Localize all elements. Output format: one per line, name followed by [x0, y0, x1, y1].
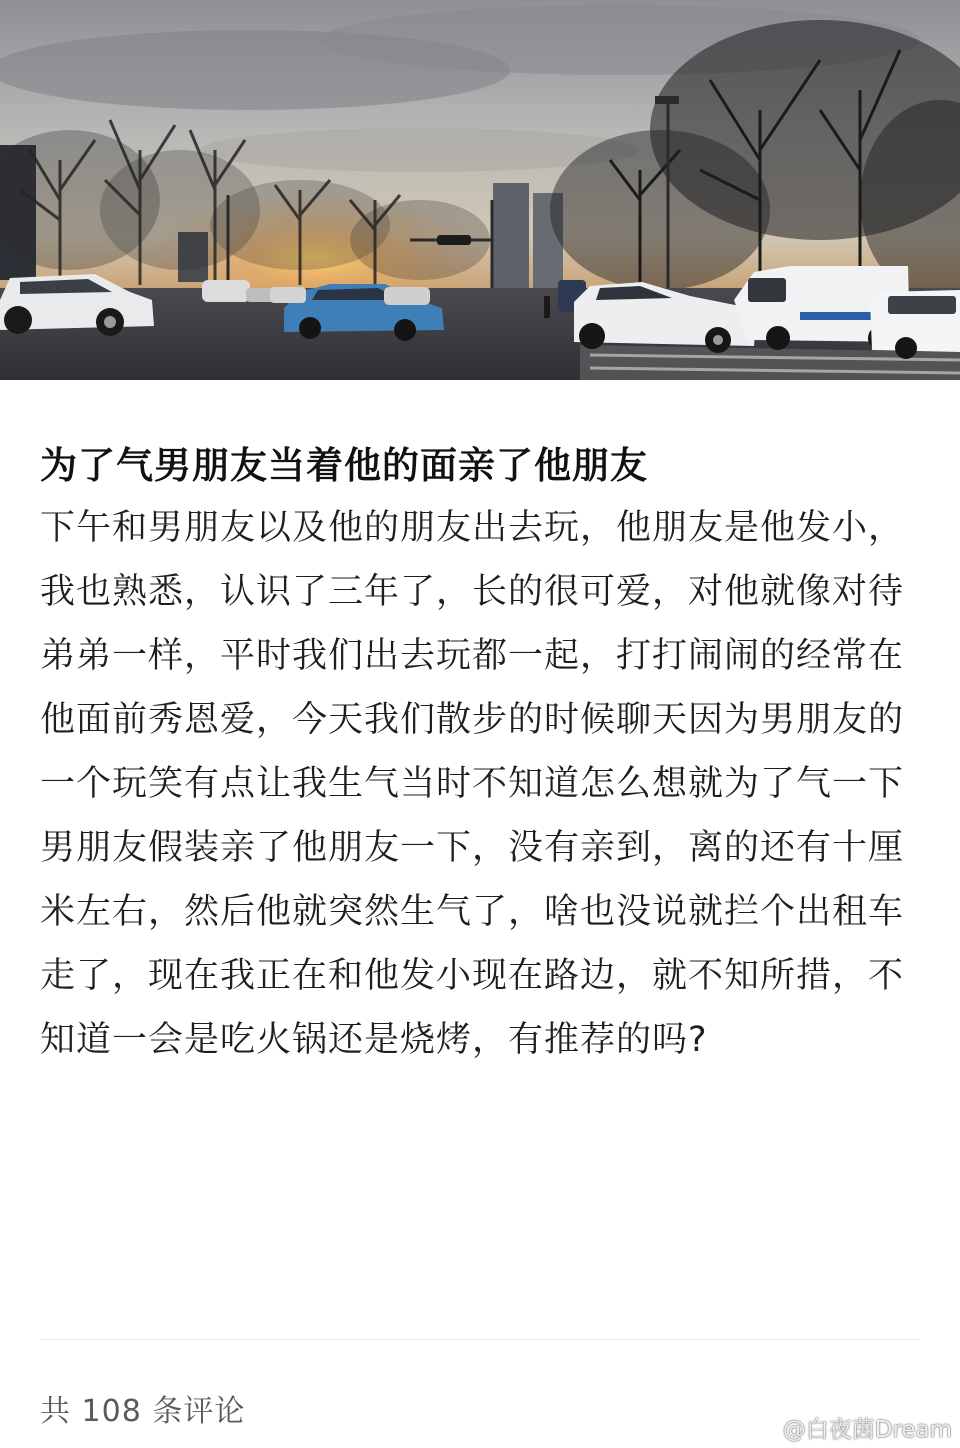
- post-body: 下午和男朋友以及他的朋友出去玩，他朋友是他发小，我也熟悉，认识了三年了，长的很可爱，对他就像对待弟弟一样，平时我们出去玩都一起，打打闹闹的经常在他面前秀恩爱，今天我们散步的时候聊天因为男朋友的一个玩笑有点让我生气当时不知道怎么想就为了气一下男朋友假装亲了他朋友一下，没有亲到，离的还有十厘米左右，然后他就突然生气了，啥也没说就拦个出租车走了，现在我正在和他发小现在路边，就不知所措，不知道一会是吃火锅还是烧烤，有推荐的吗?: [40, 508, 905, 1060]
- header-photo: [0, 0, 960, 380]
- comments-footer[interactable]: [40, 1380, 245, 1436]
- post-content: [40, 380, 920, 1072]
- comment-count-label[interactable]: 共 108 条评论: [40, 1394, 246, 1429]
- watermark-text: @白夜茵Dream: [782, 1417, 952, 1443]
- footer-divider: [40, 1339, 920, 1340]
- watermark: [749, 1411, 952, 1444]
- weibo-icon: [749, 1415, 779, 1441]
- street-photo: [0, 0, 960, 380]
- post-title: 为了气男朋友当着他的面亲了他朋友: [40, 444, 648, 487]
